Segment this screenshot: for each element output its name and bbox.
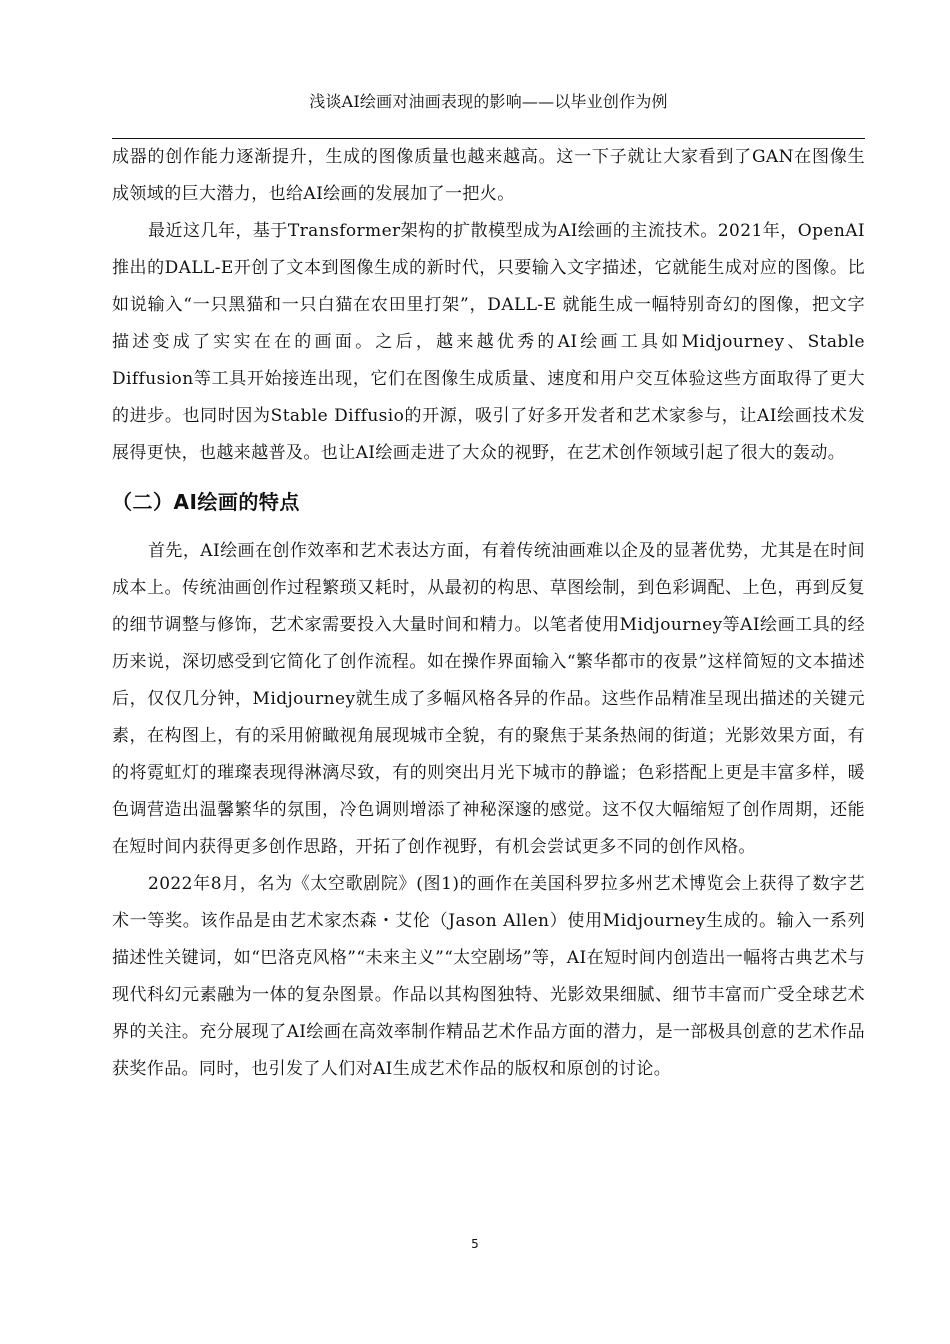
paragraph-continued-gan: 成器的创作能力逐渐提升，生成的图像质量也越来越高。这一下子就让大家看到了GAN在图像生成领域的巨大潜力，也给AI绘画的发展加了一把火。 (112, 147, 865, 204)
body-text (112, 139, 865, 1088)
paragraph-diffusion-models: 最近这几年，基于Transformer架构的扩散模型成为AI绘画的主流技术。2021年，OpenAI推出的DALL-E开创了文本到图像生成的新时代，只要输入文字描述，它就能生成对应的图像。比如说输入“一只黑猫和一只白猫在农田里打架”，DALL-E 就能生成一幅特别奇幻的图像，把文字描述变成了实实在在的画面。之后，越来越优秀的AI绘画工具如Midjourney、Stable Diffusion等工具开始接连出现，它们在图像生成质量、速度和用户交互体验这些方面取得了更大的进步。也同时因为Stable Diffusio的开源，吸引了好多开发者和艺术家参与，让AI绘画技术发展得更快，也越来越普及。也让AI绘画走进了大众的视野，在艺术创作领域引起了很大的轰动。 (112, 221, 865, 463)
section-heading-ai-painting-features: （二）AI绘画的特点 (112, 490, 300, 514)
paragraph-efficiency-advantages: 首先，AI绘画在创作效率和艺术表达方面，有着传统油画难以企及的显著优势，尤其是在时间成本上。传统油画创作过程繁琐又耗时，从最初的构思、草图绘制，到色彩调配、上色，再到反复的细节调整与修饰，艺术家需要投入大量时间和精力。以笔者使用Midjourney等AI绘画工具的经历来说，深切感受到它简化了创作流程。如在操作界面输入“繁华都市的夜景”这样简短的文本描述后，仅仅几分钟，Midjourney就生成了多幅风格各异的作品。这些作品精准呈现出描述的关键元素，在构图上，有的采用俯瞰视角展现城市全貌，有的聚焦于某条热闹的街道；光影效果方面，有的将霓虹灯的璀璨表现得淋漓尽致，有的则突出月光下城市的静谧；色彩搭配上更是丰富多样，暖色调营造出温馨繁华的氛围，冷色调则增添了神秘深邃的感觉。这不仅大幅缩短了创作周期，还能在短时间内获得更多创作思路，开拓了创作视野，有机会尝试更多不同的创作风格。 (112, 541, 865, 857)
paragraph-space-opera-award: 2022年8月，名为《太空歌剧院》(图1)的画作在美国科罗拉多州艺术博览会上获得了数字艺术一等奖。该作品是由艺术家杰森・艾伦（Jason Allen）使用Midjourney生成的。输入一系列描述性关键词，如“巴洛克风格”“未来主义”“太空剧场”等，AI在短时间内创造出一幅将古典艺术与现代科幻元素融为一体的复杂图景。作品以其构图独特、光影效果细腻、细节丰富而广受全球艺术界的关注。充分展现了AI绘画在高效率制作精品艺术作品方面的潜力，是一部极具创意的艺术作品获奖作品。同时，也引发了人们对AI生成艺术作品的版权和原创的讨论。 (112, 874, 865, 1079)
page-number: 5 (471, 1237, 479, 1251)
running-header-title: 浅谈AI绘画对油画表现的影响——以毕业创作为例 (309, 92, 668, 111)
